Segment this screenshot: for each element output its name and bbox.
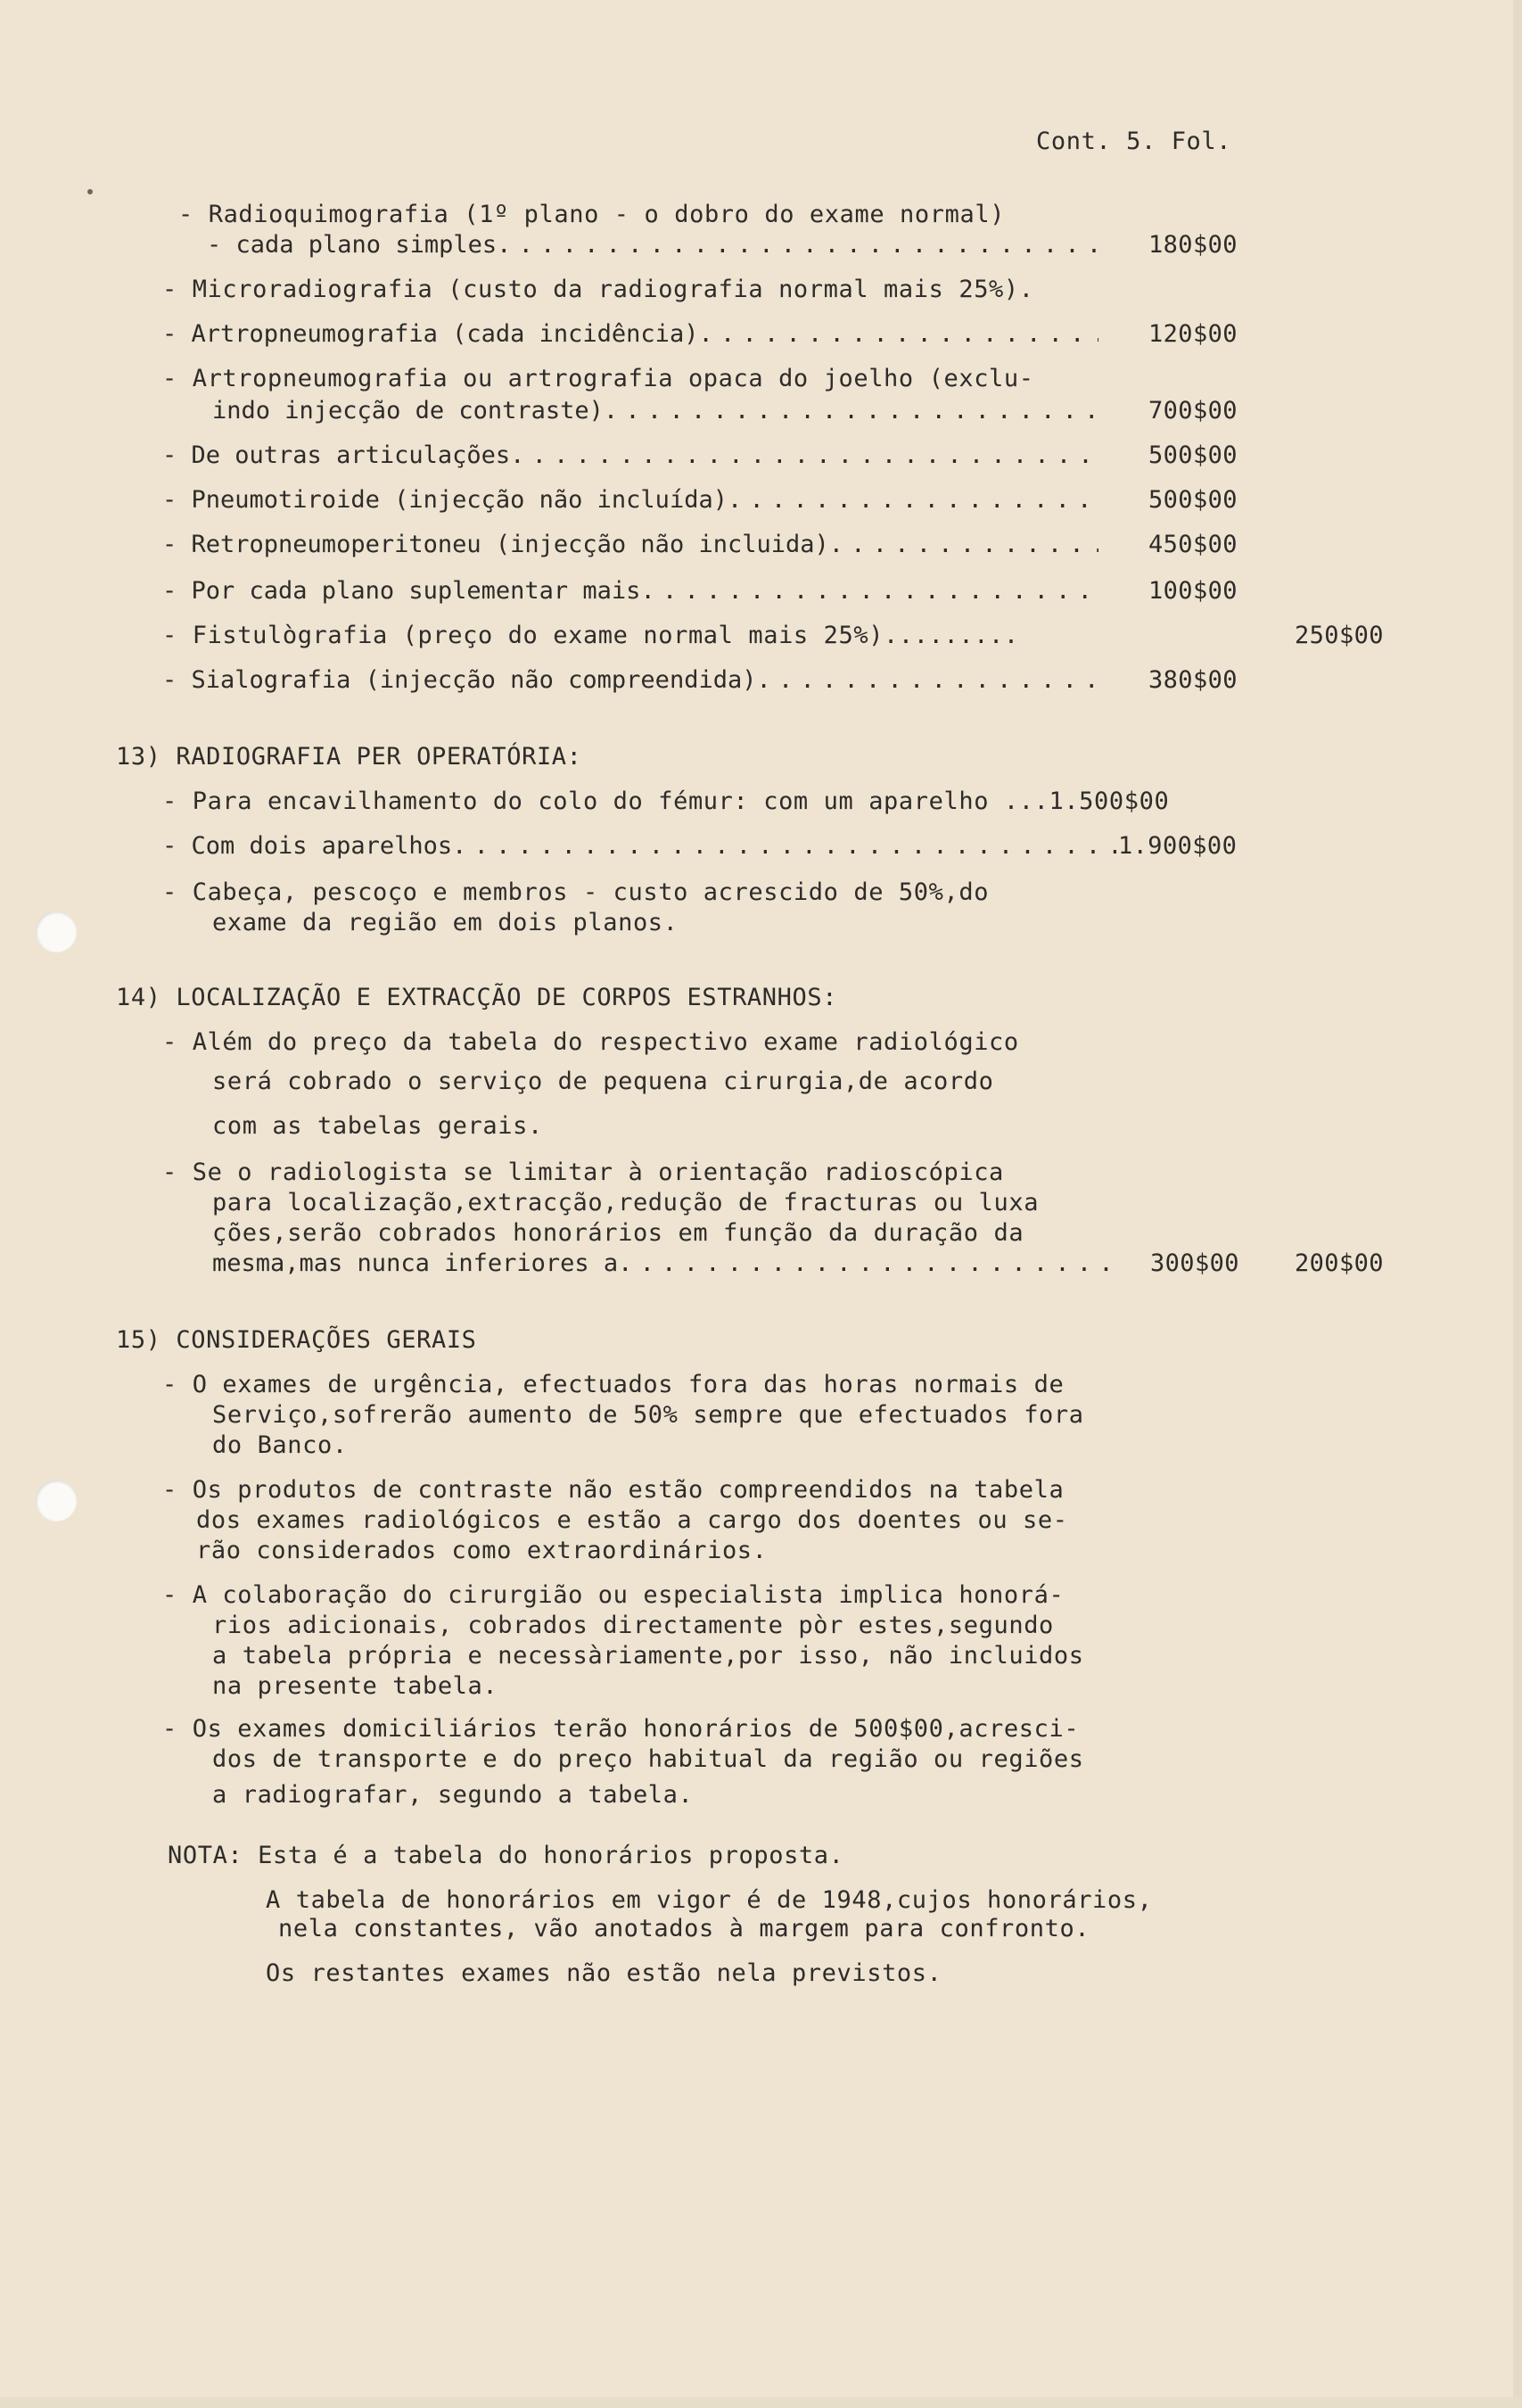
item-fistulografia: - Fistulògrafia (preço do exame normal mais 25%)......... (162, 622, 1019, 649)
section-15-item1-line1: - O exames de urgência, efectuados fora das horas normais de (162, 1371, 1065, 1398)
price-radioquimografia: 180$00 (1148, 231, 1238, 259)
price-plano-suplementar: 100$00 (1148, 577, 1238, 605)
section-14-item2-line2: para localização,extracção,redução de fracturas ou luxa (212, 1189, 1040, 1216)
price-dois-aparelhos: 1.900$00 (1118, 832, 1238, 860)
section-15-heading: 15) CONSIDERAÇÕES GERAIS (116, 1326, 477, 1354)
section-13-item-dois-aparelhos: - Com dois aparelhos . . . (162, 831, 1116, 862)
punch-hole-lower (36, 1480, 77, 1521)
item-radioquimografia-line2: - cada plano simples . . . (207, 230, 1098, 260)
section-14-item1-line3: com as tabelas gerais. (212, 1112, 543, 1140)
item-microradiografia: - Microradiografia (custo da radiografia normal mais 25%). (162, 276, 1034, 303)
nota-line4: Os restantes exames não estão nela previstos. (266, 1959, 942, 1987)
margin-price-orientacao-radioscopica: 200$00 (1295, 1249, 1384, 1277)
section-15-item3-line3: a tabela própria e necessàriamente,por isso, não incluidos (212, 1642, 1084, 1670)
nota-line2: A tabela de honorários em vigor é de 1948,cujos honorários, (266, 1886, 1153, 1914)
section-14-item1-line2: será cobrado o serviço de pequena cirurgia,de acordo (212, 1068, 994, 1095)
punch-hole-upper (36, 911, 77, 952)
price-retropneumoperitoneu: 450$00 (1148, 531, 1238, 558)
price-outras-articulacoes: 500$00 (1148, 441, 1238, 469)
nota-line1: NOTA: Esta é a tabela do honorários proposta. (168, 1842, 844, 1869)
section-15-item4-line2: dos de transporte e do preço habitual da região ou regiões (212, 1745, 1084, 1773)
section-14-item1-line1: - Além do preço da tabela do respectivo exame radiológico (162, 1028, 1019, 1056)
section-15-item1-line2: Serviço,sofrerão aumento de 50% sempre que efectuados fora (212, 1401, 1084, 1429)
item-sialografia: - Sialografia (injecção não compreendida) . . . (162, 665, 1098, 696)
ink-speck (87, 189, 93, 194)
paper-edge-right (1513, 0, 1522, 2408)
section-15-item2-line3: rão considerados como extraordinários. (196, 1537, 768, 1564)
paper-edge-bottom (0, 2397, 1522, 2408)
item-pneumotiroide: - Pneumotiroide (injecção não incluída) . . . (162, 485, 1098, 515)
price-pneumotiroide: 500$00 (1148, 486, 1238, 514)
section-15-item4-line3: a radiografar, segundo a tabela. (212, 1781, 694, 1809)
section-14-item2-line4: mesma,mas nunca inferiores a . . . (212, 1249, 1118, 1279)
section-14-item2-line3: ções,serão cobrados honorários em função da duração da (212, 1219, 1024, 1247)
nota-line3: nela constantes, vão anotados à margem para confronto. (278, 1915, 1090, 1942)
price-orientacao-radioscopica: 300$00 (1150, 1249, 1239, 1277)
section-13-item-cabeca-line2: exame da região em dois planos. (212, 909, 679, 936)
item-retropneumoperitoneu: - Retropneumoperitoneu (injecção não incluida) . . . (162, 530, 1098, 560)
price-artropneumografia: 120$00 (1148, 320, 1238, 348)
price-sialografia: 380$00 (1148, 666, 1238, 694)
item-artrografia-joelho-line2: indo injecção de contraste) . . . (212, 396, 1098, 426)
margin-price-fistulografia: 250$00 (1295, 622, 1384, 649)
item-artrografia-joelho-line1: - Artropneumografia ou artrografia opaca do joelho (exclu- (162, 365, 1034, 392)
section-15-item2-line1: - Os produtos de contraste não estão compreendidos na tabela (162, 1476, 1065, 1504)
section-15-item2-line2: dos exames radiológicos e estão a cargo dos doentes ou se- (196, 1506, 1068, 1534)
section-14-item2-line1: - Se o radiologista se limitar à orientação radioscópica (162, 1159, 1004, 1186)
item-radioquimografia-line1: - Radioquimografia (1º plano - o dobro do exame normal) (178, 201, 1006, 228)
item-outras-articulacoes: - De outras articulações . . . (162, 441, 1098, 471)
item-artropneumografia: - Artropneumografia (cada incidência) . . . (162, 319, 1098, 350)
price-artrografia-joelho: 700$00 (1148, 397, 1238, 425)
section-14-heading: 14) LOCALIZAÇÃO E EXTRACÇÃO DE CORPOS ESTRANHOS: (116, 984, 838, 1011)
section-13-heading: 13) RADIOGRAFIA PER OPERATÓRIA: (116, 743, 582, 771)
section-15-item1-line3: do Banco. (212, 1431, 348, 1459)
page-continuation-label: Cont. 5. Fol. (1036, 128, 1232, 155)
section-13-item-cabeca-line1: - Cabeça, pescoço e membros - custo acrescido de 50%,do (162, 878, 990, 906)
section-15-item3-line4: na presente tabela. (212, 1672, 498, 1700)
item-plano-suplementar: - Por cada plano suplementar mais . . . (162, 576, 1098, 606)
section-15-item3-line2: rios adicionais, cobrados directamente pòr estes,segundo (212, 1612, 1054, 1639)
section-13-item-encavilhamento: - Para encavilhamento do colo do fémur: com um aparelho ...1.500$00 (162, 788, 1170, 815)
section-15-item4-line1: - Os exames domiciliários terão honorários de 500$00,acresci- (162, 1715, 1080, 1743)
section-15-item3-line1: - A colaboração do cirurgião ou especialista implica honorá- (162, 1581, 1065, 1609)
